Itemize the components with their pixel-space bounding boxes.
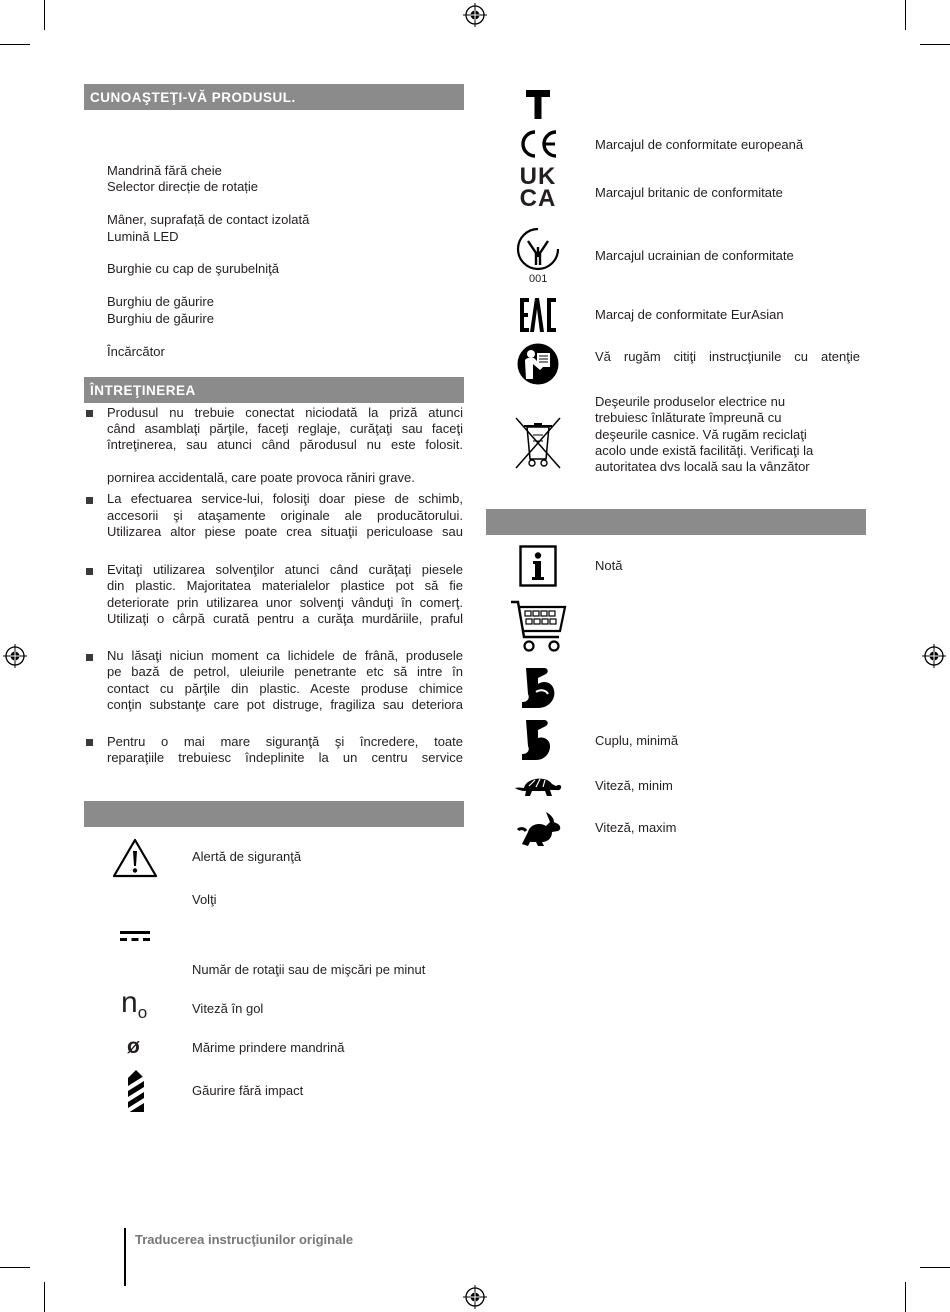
crop-mark <box>920 44 950 45</box>
maintenance-line: pornirea accidentală, care poate provoca răniri grave. <box>107 470 415 485</box>
icon-label: Cuplu, minimă <box>595 733 679 748</box>
maintenance-line: reparaţiile trebuiesc îndeplinite la un centru service <box>107 750 463 765</box>
bullet-icon <box>86 654 93 661</box>
ua-code: 001 <box>529 273 548 285</box>
registration-mark-icon <box>922 644 946 668</box>
maintenance-line: conţin substanţe care pot distruge, fragiliza sau deteriora <box>107 697 463 712</box>
t-mark-icon <box>526 88 550 120</box>
maintenance-line: contact cu părţile din plastic. Aceste produse chimice <box>107 681 463 696</box>
bullet-icon <box>86 497 93 504</box>
list-item: Lumină LED <box>107 229 179 244</box>
bullet-icon <box>86 739 93 746</box>
footer-text: Traducerea instrucţiunilor originale <box>135 1232 354 1247</box>
icon-label: Viteză, maxim <box>595 820 677 835</box>
symbol-label: Volţi <box>192 892 217 907</box>
maintenance-line: Pentru o mai mare siguranţă şi încredere, toate <box>107 734 463 749</box>
registration-mark-icon <box>3 644 27 668</box>
cart-icon <box>509 599 567 655</box>
marking-label: Vă rugăm citiţi instrucţiunile cu atenţie <box>595 349 860 364</box>
maintenance-line: Utilizarea altor piese poate crea situaţii periculoase sau <box>107 524 463 539</box>
marking-label: Marcajul britanic de conformitate <box>595 185 783 200</box>
maintenance-line: Utilizaţi o cârpă curată pentru a curăţa murdăriile, praful <box>107 611 463 626</box>
weee-bin-icon <box>513 415 563 471</box>
icon-label: Notă <box>595 558 623 573</box>
icon-label: Viteză, minim <box>595 778 673 793</box>
weee-line: autoritatea dvs locală sau la vânzător <box>595 459 810 474</box>
crop-mark <box>905 0 906 30</box>
maintenance-line: deteriorate prin utilizarea unor solvenţi vânduţi în comerţ. <box>107 595 463 610</box>
eac-mark-icon <box>519 297 557 333</box>
maintenance-line: din plastic. Majoritatea materialelor plastice pot să fie <box>107 578 463 593</box>
weee-line: Deşeurile produselor electrice nu <box>595 394 786 409</box>
no-load-n: n <box>121 986 138 1019</box>
turtle-icon <box>514 772 562 800</box>
symbol-label: Mărime prindere mandrină <box>192 1040 345 1055</box>
section-header-product: CUNOAŞTEŢI-VĂ PRODUSUL. <box>84 84 464 110</box>
symbol-label: Număr de rotaţii sau de mişcări pe minut <box>192 962 426 977</box>
crop-mark <box>44 0 45 30</box>
crop-mark <box>44 1282 45 1312</box>
crop-mark <box>0 44 30 45</box>
list-item: Burghie cu cap de şurubelniţă <box>107 261 280 276</box>
weee-line: acolo unde există facilităţi. Verificaţi la <box>595 443 814 458</box>
maintenance-line: Evitaţi utilizarea solvenţilor atunci când curăţaţi piesele <box>107 562 463 577</box>
muscle-arm-icon <box>518 666 558 710</box>
section-header-symbols <box>84 801 464 827</box>
info-icon <box>519 545 557 587</box>
maintenance-line: Produsul nu trebuie conectat niciodată la priză atunci <box>107 405 463 420</box>
weee-line: deşeurile casnice. Vă rugăm reciclaţi <box>595 427 807 442</box>
section-header-icons <box>486 509 866 535</box>
bullet-icon <box>86 568 93 575</box>
ce-mark-icon <box>517 129 559 159</box>
muscle-arm-icon <box>518 718 558 762</box>
list-item: Burghiu de găurire <box>107 311 214 326</box>
maintenance-line: La efectuarea service-lui, folosiţi doar piese de schimb, <box>107 491 463 506</box>
marking-label: Marcajul de conformitate europeană <box>595 137 804 152</box>
chuck-size-icon: ø <box>127 1035 140 1058</box>
read-manual-icon <box>517 343 559 385</box>
symbol-label: Găurire fără impact <box>192 1083 304 1098</box>
dc-current-icon <box>120 929 150 943</box>
list-item: Încărcător <box>107 344 165 359</box>
crop-mark <box>920 1267 950 1268</box>
ukca-top: UK <box>519 163 557 190</box>
list-item: Selector direcție de rotație <box>107 179 259 194</box>
drill-bit-icon <box>126 1070 146 1114</box>
crop-mark <box>905 1282 906 1312</box>
no-load-o: o <box>137 1003 148 1022</box>
crop-mark <box>0 1267 30 1268</box>
section-header-maintenance: ÎNTREŢINEREA <box>84 377 464 403</box>
maintenance-line: Nu lăsaţi niciun moment ca lichidele de frână, produsele <box>107 648 463 663</box>
maintenance-line: întreţinerea, sau atunci când părodusul nu este folosit. <box>107 437 463 452</box>
ua-mark-icon <box>516 227 560 275</box>
registration-mark-icon <box>463 1285 487 1309</box>
bullet-icon <box>86 410 93 417</box>
ukca-bottom: CA <box>519 185 557 212</box>
footer-rule <box>124 1228 126 1286</box>
list-item: Burghiu de găurire <box>107 294 214 309</box>
warning-triangle-icon <box>112 838 158 878</box>
maintenance-line: accesorii şi ataşamente originale ale producătorului. <box>107 508 463 523</box>
no-load-symbol <box>121 986 147 1030</box>
weee-line: trebuiesc înlăturate împreună cu <box>595 410 782 425</box>
maintenance-line: când asamblaţi părţile, faceţi reglaje, curăţaţi sau faceţi <box>107 421 463 436</box>
marking-label: Marcaj de conformitate EurAsian <box>595 307 784 322</box>
maintenance-line: pe bază de petrol, uleiurile penetrante etc să intre în <box>107 664 463 679</box>
ukca-mark-icon <box>514 163 562 212</box>
marking-label: Marcajul ucrainian de conformitate <box>595 248 794 263</box>
symbol-label: Alertă de siguranţă <box>192 849 302 864</box>
list-item: Mâner, suprafață de contact izolată <box>107 212 310 227</box>
rabbit-icon <box>514 810 562 848</box>
list-item: Mandrină fără cheie <box>107 163 222 178</box>
symbol-label: Viteză în gol <box>192 1001 264 1016</box>
registration-mark-icon <box>463 3 487 27</box>
